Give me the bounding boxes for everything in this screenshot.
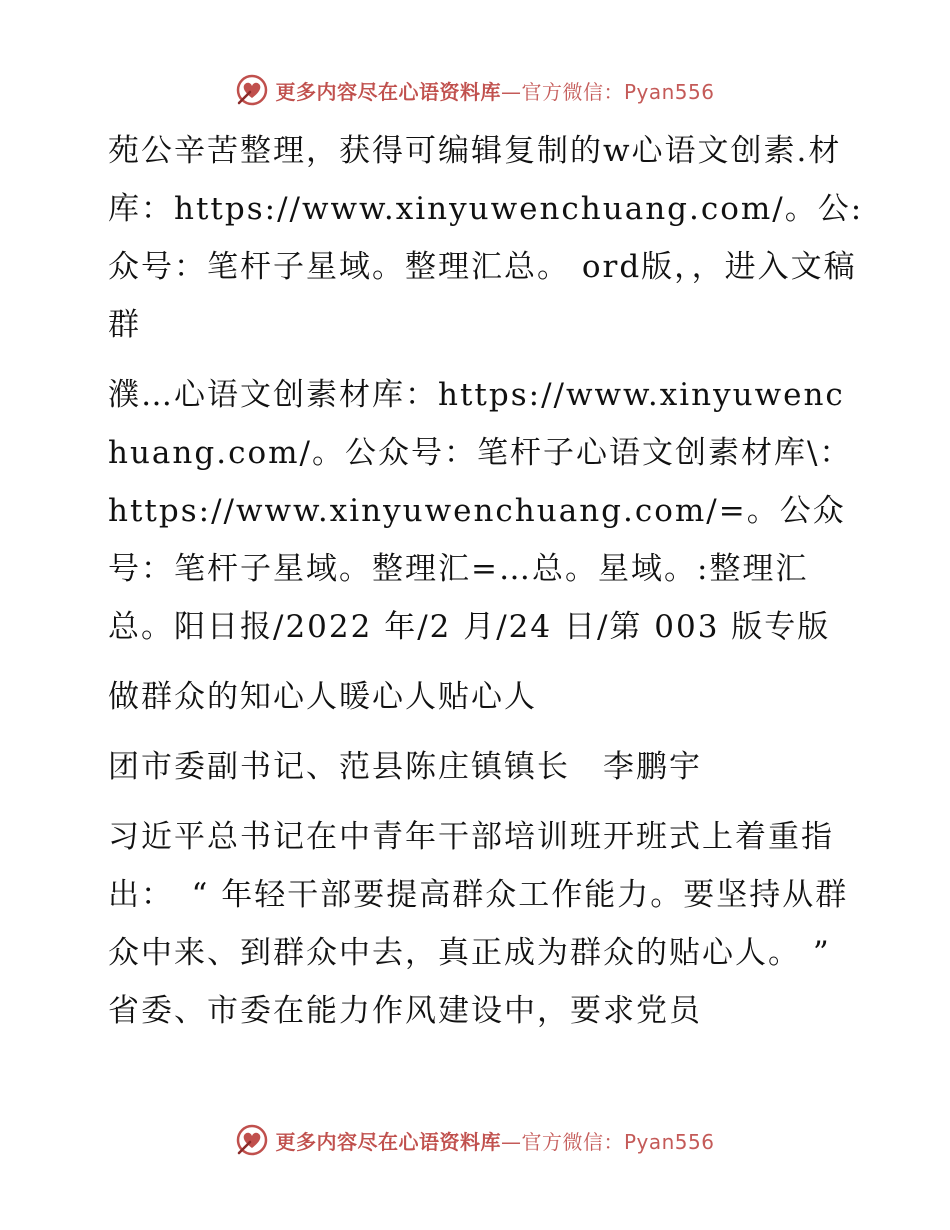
banner-title: 更多内容尽在心语资料库 xyxy=(275,1129,501,1154)
paragraph-body: 习近平总书记在中青年干部培训班开班式上着重指出： “ 年轻干部要提高群众工作能力。要坚持从群众中来、到群众中去，真正成为群众的贴心人。 ” 省委、市委在能力作风建设中，要求党员 xyxy=(108,819,864,1029)
header-watermark-banner xyxy=(0,70,950,110)
banner-content xyxy=(235,1123,714,1157)
paragraph-intro: 苑公辛苦整理，获得可编辑复制的w心语文创素.材库：https://www.xinyuwenchuang.com/。公:众号：笔杆子星域。整理汇总。 ord版，，进入文稿群 xyxy=(108,133,864,343)
banner-contact: —官方微信：Pyan556 xyxy=(500,1129,715,1154)
document-body xyxy=(96,122,866,1040)
paragraph-source: 濮…心语文创素材库：https://www.xinyuwenchuang.com/。公众号：笔杆子心语文创素材库\：https://www.xinyuwenchuang.com/=。公众号：笔杆子星域。整理汇=…总。星域。:整理汇总。阳日报/2022 年/2 月/24 日/第 003 版专版 xyxy=(108,377,853,645)
footer-watermark-banner xyxy=(0,1120,950,1160)
banner-text xyxy=(275,1126,714,1155)
heart-pen-logo-icon xyxy=(235,1123,269,1157)
banner-contact: —官方微信：Pyan556 xyxy=(500,79,715,104)
article-author: 团市委副书记、范县陈庄镇镇长 李鹏宇 xyxy=(108,749,702,785)
banner-text xyxy=(275,76,714,105)
banner-content xyxy=(235,73,714,107)
article-title: 做群众的知心人暖心人贴心人 xyxy=(108,679,537,715)
heart-pen-logo-icon xyxy=(235,73,269,107)
banner-title: 更多内容尽在心语资料库 xyxy=(275,79,501,104)
